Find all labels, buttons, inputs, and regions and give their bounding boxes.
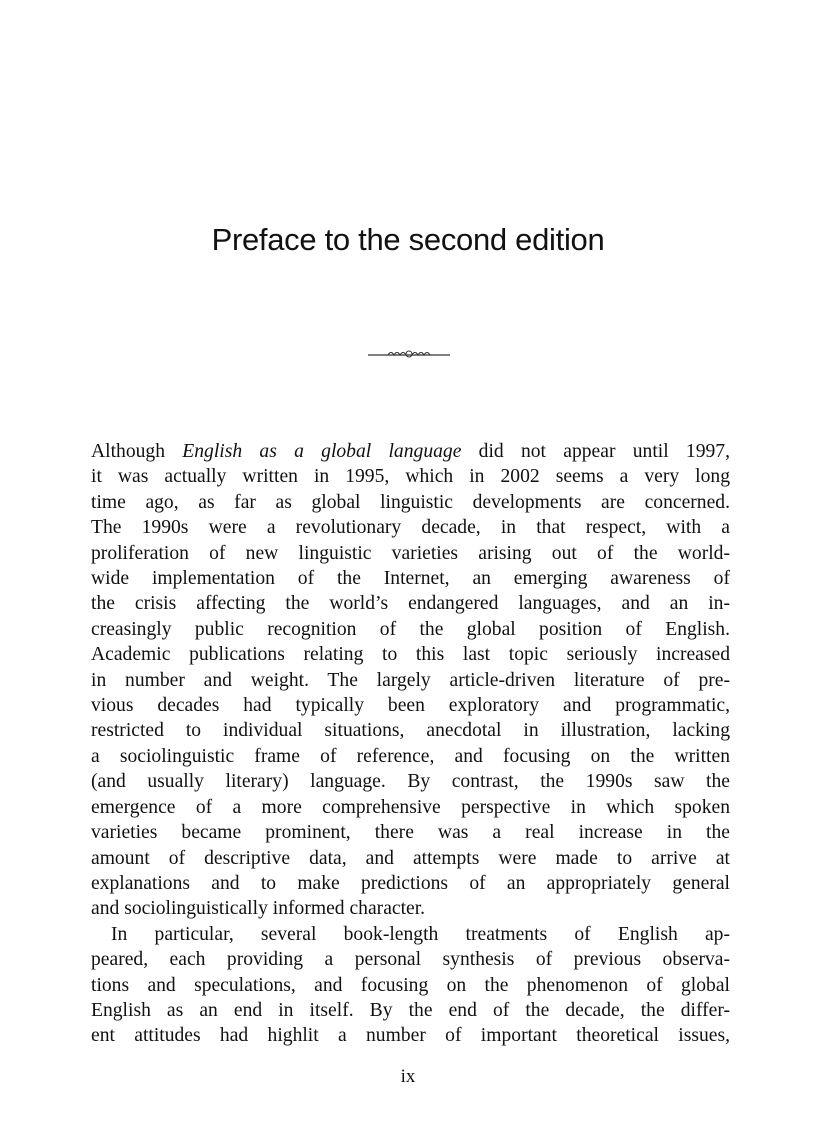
text-line: Academic publications relating to this last topic seriously increased: [91, 644, 730, 666]
text-line: in number and weight. The largely article-driven literature of pre-: [91, 669, 730, 691]
text-line: English as an end in itself. By the end of the decade, the differ-: [91, 999, 730, 1021]
text-line: ent attitudes had highlit a number of important theoretical issues,: [91, 1025, 730, 1047]
text-line: In particular, several book-length treatments of English ap-: [111, 923, 730, 945]
text-line: vious decades had typically been exploratory and programmatic,: [91, 695, 730, 717]
text-line: tions and speculations, and focusing on the phenomenon of global: [91, 974, 730, 996]
text-line: varieties became prominent, there was a real increase in the: [91, 822, 730, 844]
text-line: Although English as a global language did not appear until 1997,: [91, 441, 730, 462]
text-line: time ago, as far as global linguistic developments are concerned.: [91, 491, 730, 513]
page-number: ix: [400, 1066, 416, 1087]
text-line: The 1990s were a revolutionary decade, in that respect, with a: [91, 517, 730, 539]
body-text: [91, 439, 730, 1049]
text-line: it was actually written in 1995, which in 2002 seems a very long: [91, 466, 730, 488]
text-line: wide implementation of the Internet, an emerging awareness of: [91, 568, 730, 590]
text-line: amount of descriptive data, and attempts were made to arrive at: [91, 847, 730, 869]
text-line: a sociolinguistic frame of reference, and focusing on the written: [91, 745, 730, 767]
text-line: and sociolinguistically informed character.: [91, 898, 426, 920]
text-line: restricted to individual situations, anecdotal in illustration, lacking: [91, 720, 730, 742]
text-line: emergence of a more comprehensive perspective in which spoken: [91, 796, 730, 818]
text-line: peared, each providing a personal synthesis of previous observa-: [91, 949, 730, 971]
chapter-title: Preface to the second edition: [211, 222, 605, 257]
ornament-divider-icon: [368, 348, 450, 360]
text-line: creasingly public recognition of the global position of English.: [91, 618, 730, 640]
book-title: English as a global language: [182, 441, 462, 462]
text-line: proliferation of new linguistic varieties arising out of the world-: [91, 542, 730, 564]
text-line: explanations and to make predictions of an appropriately general: [91, 872, 730, 894]
text-line: (and usually literary) language. By contrast, the 1990s saw the: [91, 771, 730, 793]
text-line: the crisis affecting the world’s endangered languages, and an in-: [91, 593, 730, 615]
